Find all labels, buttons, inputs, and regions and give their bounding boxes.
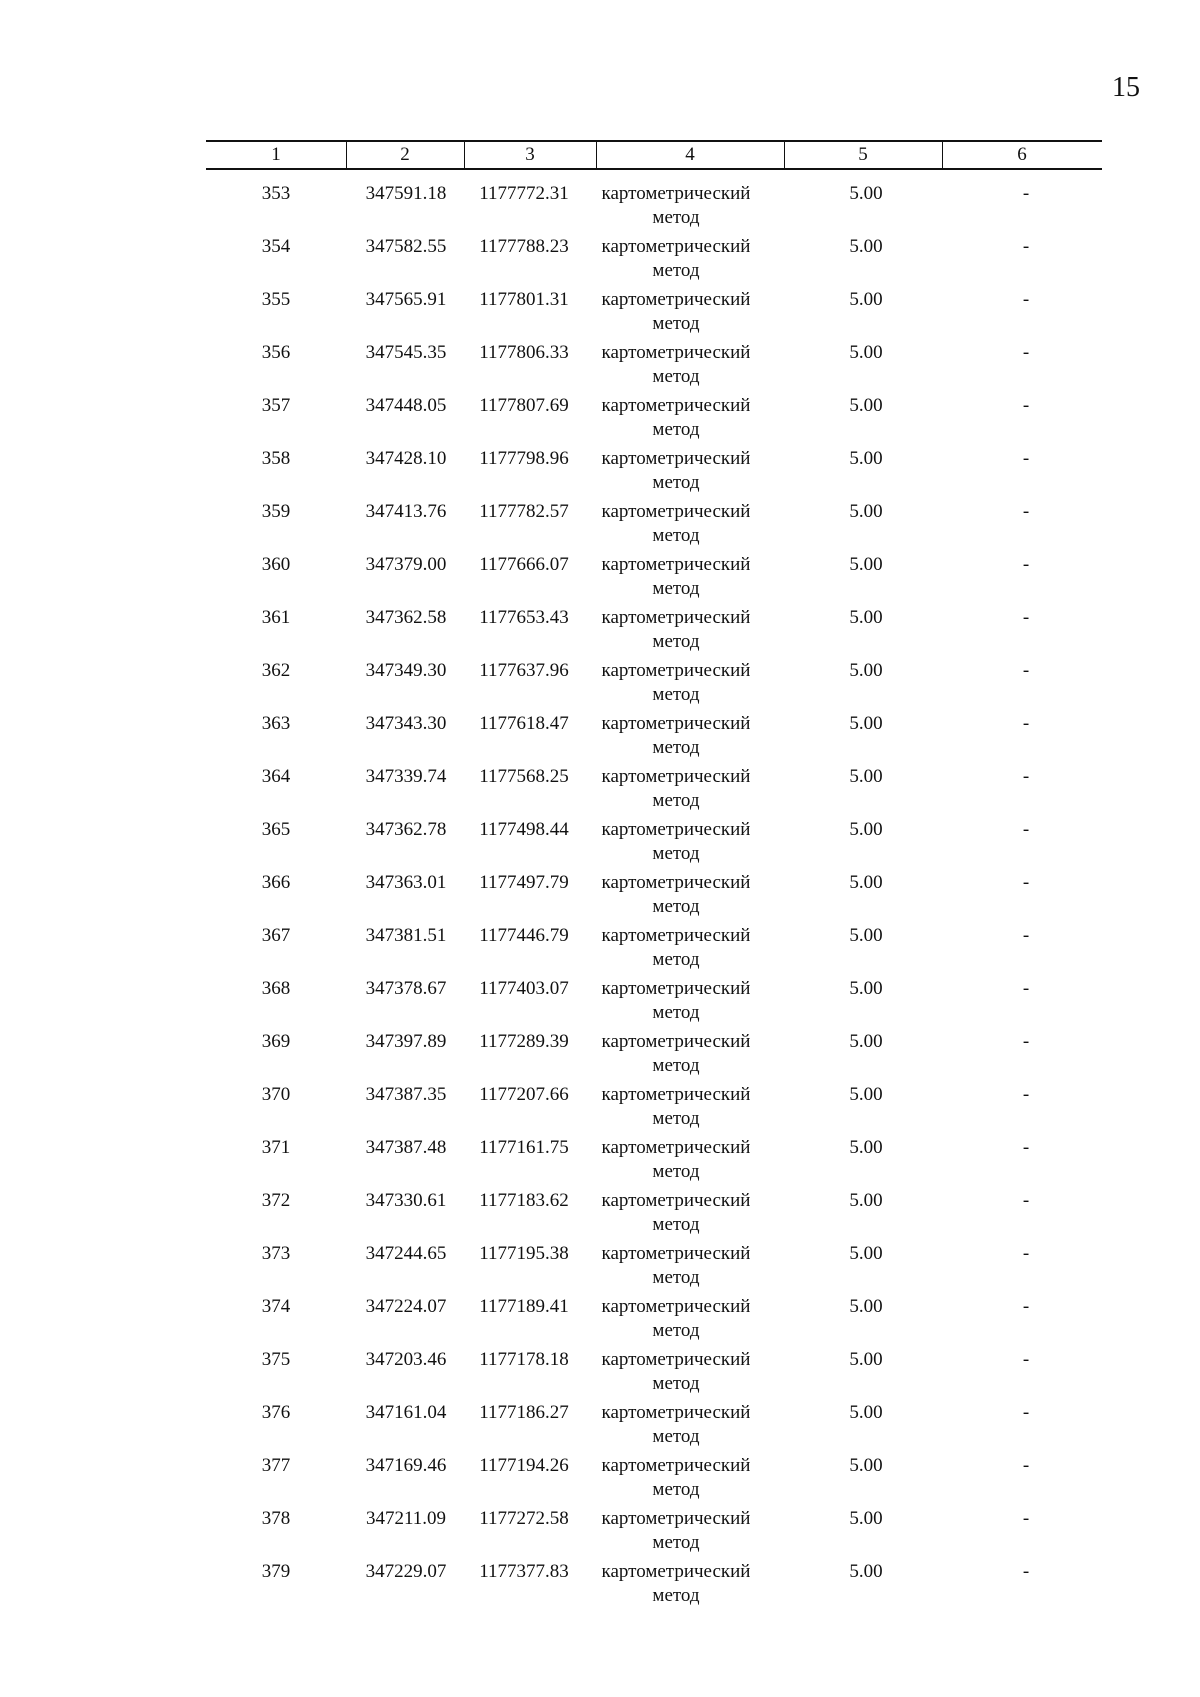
method-cell (586, 977, 766, 1025)
method-cell (586, 924, 766, 972)
note-cell: - (1022, 872, 1030, 893)
method-cell (586, 712, 766, 760)
note-cell: - (1022, 1349, 1030, 1370)
method-cell (586, 1189, 766, 1237)
y-coordinate-cell: 1177568.25 (479, 766, 569, 787)
y-coordinate-cell: 1177377.83 (479, 1561, 569, 1582)
x-coordinate-cell: 347428.10 (365, 448, 447, 469)
note-cell: - (1022, 713, 1030, 734)
method-line-1: картометрический (601, 1296, 751, 1317)
method-line-2: метод (652, 260, 700, 281)
y-coordinate-cell: 1177801.31 (479, 289, 569, 310)
point-number-cell: 373 (261, 1243, 291, 1264)
method-cell (586, 1401, 766, 1449)
point-number-cell: 362 (261, 660, 291, 681)
table-row (206, 1189, 1102, 1242)
y-coordinate-cell: 1177788.23 (479, 236, 569, 257)
table-row (206, 765, 1102, 818)
table-row (206, 1295, 1102, 1348)
accuracy-cell: 5.00 (849, 395, 883, 416)
x-coordinate-cell: 347169.46 (365, 1455, 447, 1476)
method-line-1: картометрический (601, 501, 751, 522)
x-coordinate-cell: 347343.30 (365, 713, 447, 734)
accuracy-cell: 5.00 (849, 1031, 883, 1052)
note-cell: - (1022, 1190, 1030, 1211)
point-number-cell: 359 (261, 501, 291, 522)
method-line-1: картометрический (601, 978, 751, 999)
accuracy-cell: 5.00 (849, 554, 883, 575)
point-number-cell: 367 (261, 925, 291, 946)
x-coordinate-cell: 347211.09 (365, 1508, 447, 1529)
x-coordinate-cell: 347363.01 (365, 872, 447, 893)
method-line-2: метод (652, 1108, 700, 1129)
method-cell (586, 447, 766, 495)
note-cell: - (1022, 766, 1030, 787)
method-cell (586, 1348, 766, 1396)
x-coordinate-cell: 347413.76 (365, 501, 447, 522)
note-cell: - (1022, 289, 1030, 310)
y-coordinate-cell: 1177189.41 (479, 1296, 569, 1317)
y-coordinate-cell: 1177653.43 (479, 607, 569, 628)
y-coordinate-cell: 1177497.79 (479, 872, 569, 893)
y-coordinate-cell: 1177186.27 (479, 1402, 569, 1423)
point-number-cell: 365 (261, 819, 291, 840)
point-number-cell: 356 (261, 342, 291, 363)
table-row (206, 606, 1102, 659)
method-line-2: метод (652, 1479, 700, 1500)
accuracy-cell: 5.00 (849, 342, 883, 363)
y-coordinate-cell: 1177446.79 (479, 925, 569, 946)
method-line-1: картометрический (601, 819, 751, 840)
method-line-2: метод (652, 790, 700, 811)
method-line-1: картометрический (601, 1455, 751, 1476)
method-line-1: картометрический (601, 236, 751, 257)
method-line-2: метод (652, 949, 700, 970)
method-cell (586, 394, 766, 442)
point-number-cell: 375 (261, 1349, 291, 1370)
method-cell (586, 1560, 766, 1608)
accuracy-cell: 5.00 (849, 1402, 883, 1423)
note-cell: - (1022, 1508, 1030, 1529)
note-cell: - (1022, 1402, 1030, 1423)
x-coordinate-cell: 347387.48 (365, 1137, 447, 1158)
note-cell: - (1022, 1296, 1030, 1317)
header-col-4: 4 (685, 144, 695, 165)
method-line-1: картометрический (601, 1031, 751, 1052)
note-cell: - (1022, 1031, 1030, 1052)
y-coordinate-cell: 1177666.07 (479, 554, 569, 575)
y-coordinate-cell: 1177798.96 (479, 448, 569, 469)
accuracy-cell: 5.00 (849, 766, 883, 787)
method-line-2: метод (652, 737, 700, 758)
method-line-2: метод (652, 1161, 700, 1182)
method-cell (586, 1242, 766, 1290)
note-cell: - (1022, 1455, 1030, 1476)
method-cell (586, 1030, 766, 1078)
accuracy-cell: 5.00 (849, 1296, 883, 1317)
method-cell (586, 1295, 766, 1343)
y-coordinate-cell: 1177782.57 (479, 501, 569, 522)
accuracy-cell: 5.00 (849, 713, 883, 734)
x-coordinate-cell: 347565.91 (365, 289, 447, 310)
point-number-cell: 379 (261, 1561, 291, 1582)
y-coordinate-cell: 1177161.75 (479, 1137, 569, 1158)
method-line-1: картометрический (601, 1402, 751, 1423)
method-line-2: метод (652, 684, 700, 705)
method-line-2: метод (652, 1532, 700, 1553)
x-coordinate-cell: 347545.35 (365, 342, 447, 363)
method-cell (586, 1454, 766, 1502)
header-col-5: 5 (858, 144, 868, 165)
y-coordinate-cell: 1177637.96 (479, 660, 569, 681)
method-line-2: метод (652, 1055, 700, 1076)
method-cell (586, 288, 766, 336)
point-number-cell: 376 (261, 1402, 291, 1423)
method-line-2: метод (652, 366, 700, 387)
y-coordinate-cell: 1177207.66 (479, 1084, 569, 1105)
header-col-2: 2 (400, 144, 410, 165)
table-row (206, 553, 1102, 606)
accuracy-cell: 5.00 (849, 1084, 883, 1105)
table-row (206, 924, 1102, 977)
header-col-1: 1 (271, 144, 281, 165)
method-line-1: картометрический (601, 1508, 751, 1529)
point-number-cell: 358 (261, 448, 291, 469)
accuracy-cell: 5.00 (849, 660, 883, 681)
method-line-2: метод (652, 578, 700, 599)
method-cell (586, 765, 766, 813)
x-coordinate-cell: 347582.55 (365, 236, 447, 257)
point-number-cell: 377 (261, 1455, 291, 1476)
x-coordinate-cell: 347330.61 (365, 1190, 447, 1211)
method-cell (586, 235, 766, 283)
x-coordinate-cell: 347224.07 (365, 1296, 447, 1317)
y-coordinate-cell: 1177807.69 (479, 395, 569, 416)
method-line-2: метод (652, 1002, 700, 1023)
method-line-2: метод (652, 1267, 700, 1288)
point-number-cell: 357 (261, 395, 291, 416)
table-row (206, 1401, 1102, 1454)
note-cell: - (1022, 1084, 1030, 1105)
y-coordinate-cell: 1177498.44 (479, 819, 569, 840)
method-line-1: картометрический (601, 607, 751, 628)
method-line-2: метод (652, 1585, 700, 1606)
method-line-2: метод (652, 419, 700, 440)
y-coordinate-cell: 1177806.33 (479, 342, 569, 363)
method-line-1: картометрический (601, 1137, 751, 1158)
y-coordinate-cell: 1177272.58 (479, 1508, 569, 1529)
method-line-1: картометрический (601, 289, 751, 310)
accuracy-cell: 5.00 (849, 925, 883, 946)
accuracy-cell: 5.00 (849, 1561, 883, 1582)
x-coordinate-cell: 347229.07 (365, 1561, 447, 1582)
table-row (206, 1507, 1102, 1560)
y-coordinate-cell: 1177195.38 (479, 1243, 569, 1264)
point-number-cell: 363 (261, 713, 291, 734)
method-cell (586, 606, 766, 654)
point-number-cell: 369 (261, 1031, 291, 1052)
method-line-2: метод (652, 1214, 700, 1235)
method-line-2: метод (652, 525, 700, 546)
accuracy-cell: 5.00 (849, 607, 883, 628)
note-cell: - (1022, 501, 1030, 522)
method-cell (586, 341, 766, 389)
point-number-cell: 354 (261, 236, 291, 257)
accuracy-cell: 5.00 (849, 978, 883, 999)
table-row (206, 182, 1102, 235)
x-coordinate-cell: 347203.46 (365, 1349, 447, 1370)
header-col-3: 3 (525, 144, 535, 165)
note-cell: - (1022, 925, 1030, 946)
accuracy-cell: 5.00 (849, 501, 883, 522)
y-coordinate-cell: 1177183.62 (479, 1190, 569, 1211)
table-body (206, 182, 1102, 1613)
note-cell: - (1022, 342, 1030, 363)
method-cell (586, 500, 766, 548)
point-number-cell: 366 (261, 872, 291, 893)
method-cell (586, 1507, 766, 1555)
y-coordinate-cell: 1177194.26 (479, 1455, 569, 1476)
header-col-6: 6 (1017, 144, 1027, 165)
table-row (206, 394, 1102, 447)
method-line-2: метод (652, 207, 700, 228)
method-cell (586, 182, 766, 230)
x-coordinate-cell: 347448.05 (365, 395, 447, 416)
method-cell (586, 1136, 766, 1184)
table-row (206, 1030, 1102, 1083)
method-line-2: метод (652, 472, 700, 493)
x-coordinate-cell: 347161.04 (365, 1402, 447, 1423)
y-coordinate-cell: 1177772.31 (479, 183, 569, 204)
table-row (206, 500, 1102, 553)
x-coordinate-cell: 347591.18 (365, 183, 447, 204)
method-line-1: картометрический (601, 872, 751, 893)
point-number-cell: 374 (261, 1296, 291, 1317)
point-number-cell: 378 (261, 1508, 291, 1529)
table-row (206, 712, 1102, 765)
method-line-2: метод (652, 1373, 700, 1394)
method-line-1: картометрический (601, 1084, 751, 1105)
method-line-1: картометрический (601, 1190, 751, 1211)
note-cell: - (1022, 183, 1030, 204)
note-cell: - (1022, 1243, 1030, 1264)
method-line-1: картометрический (601, 448, 751, 469)
method-line-1: картометрический (601, 713, 751, 734)
table-row (206, 1454, 1102, 1507)
table-row (206, 1136, 1102, 1189)
page-number: 15 (1112, 72, 1140, 103)
method-line-2: метод (652, 1426, 700, 1447)
table-row (206, 977, 1102, 1030)
note-cell: - (1022, 554, 1030, 575)
method-line-1: картометрический (601, 925, 751, 946)
method-line-1: картометрический (601, 395, 751, 416)
accuracy-cell: 5.00 (849, 289, 883, 310)
note-cell: - (1022, 978, 1030, 999)
note-cell: - (1022, 1561, 1030, 1582)
accuracy-cell: 5.00 (849, 1455, 883, 1476)
table-row (206, 818, 1102, 871)
method-line-1: картометрический (601, 766, 751, 787)
x-coordinate-cell: 347378.67 (365, 978, 447, 999)
x-coordinate-cell: 347387.35 (365, 1084, 447, 1105)
method-cell (586, 553, 766, 601)
method-cell (586, 871, 766, 919)
accuracy-cell: 5.00 (849, 236, 883, 257)
point-number-cell: 361 (261, 607, 291, 628)
y-coordinate-cell: 1177403.07 (479, 978, 569, 999)
y-coordinate-cell: 1177289.39 (479, 1031, 569, 1052)
point-number-cell: 364 (261, 766, 291, 787)
method-line-1: картометрический (601, 1349, 751, 1370)
method-cell (586, 818, 766, 866)
accuracy-cell: 5.00 (849, 872, 883, 893)
point-number-cell: 372 (261, 1190, 291, 1211)
accuracy-cell: 5.00 (849, 1349, 883, 1370)
point-number-cell: 360 (261, 554, 291, 575)
x-coordinate-cell: 347349.30 (365, 660, 447, 681)
table-row (206, 288, 1102, 341)
point-number-cell: 368 (261, 978, 291, 999)
note-cell: - (1022, 1137, 1030, 1158)
method-line-1: картометрический (601, 1243, 751, 1264)
x-coordinate-cell: 347244.65 (365, 1243, 447, 1264)
x-coordinate-cell: 347381.51 (365, 925, 447, 946)
note-cell: - (1022, 660, 1030, 681)
x-coordinate-cell: 347362.58 (365, 607, 447, 628)
method-line-2: метод (652, 631, 700, 652)
table-row (206, 341, 1102, 394)
table-row (206, 871, 1102, 924)
x-coordinate-cell: 347379.00 (365, 554, 447, 575)
method-line-1: картометрический (601, 1561, 751, 1582)
table-header-row (206, 140, 1102, 170)
accuracy-cell: 5.00 (849, 448, 883, 469)
table-row (206, 659, 1102, 712)
note-cell: - (1022, 819, 1030, 840)
accuracy-cell: 5.00 (849, 1190, 883, 1211)
table-row (206, 1242, 1102, 1295)
method-line-1: картометрический (601, 183, 751, 204)
note-cell: - (1022, 395, 1030, 416)
method-line-2: метод (652, 313, 700, 334)
y-coordinate-cell: 1177178.18 (479, 1349, 569, 1370)
accuracy-cell: 5.00 (849, 1137, 883, 1158)
method-line-2: метод (652, 843, 700, 864)
x-coordinate-cell: 347339.74 (365, 766, 447, 787)
accuracy-cell: 5.00 (849, 183, 883, 204)
note-cell: - (1022, 236, 1030, 257)
table-row (206, 447, 1102, 500)
method-line-2: метод (652, 896, 700, 917)
method-line-1: картометрический (601, 554, 751, 575)
method-line-2: метод (652, 1320, 700, 1341)
note-cell: - (1022, 448, 1030, 469)
note-cell: - (1022, 607, 1030, 628)
x-coordinate-cell: 347397.89 (365, 1031, 447, 1052)
coordinates-table (206, 140, 1102, 1613)
table-row (206, 235, 1102, 288)
method-cell (586, 659, 766, 707)
table-row (206, 1083, 1102, 1136)
method-line-1: картометрический (601, 342, 751, 363)
method-line-1: картометрический (601, 660, 751, 681)
accuracy-cell: 5.00 (849, 1243, 883, 1264)
point-number-cell: 353 (261, 183, 291, 204)
point-number-cell: 371 (261, 1137, 291, 1158)
method-cell (586, 1083, 766, 1131)
y-coordinate-cell: 1177618.47 (479, 713, 569, 734)
point-number-cell: 355 (261, 289, 291, 310)
x-coordinate-cell: 347362.78 (365, 819, 447, 840)
accuracy-cell: 5.00 (849, 1508, 883, 1529)
table-row (206, 1560, 1102, 1613)
point-number-cell: 370 (261, 1084, 291, 1105)
table-row (206, 1348, 1102, 1401)
accuracy-cell: 5.00 (849, 819, 883, 840)
